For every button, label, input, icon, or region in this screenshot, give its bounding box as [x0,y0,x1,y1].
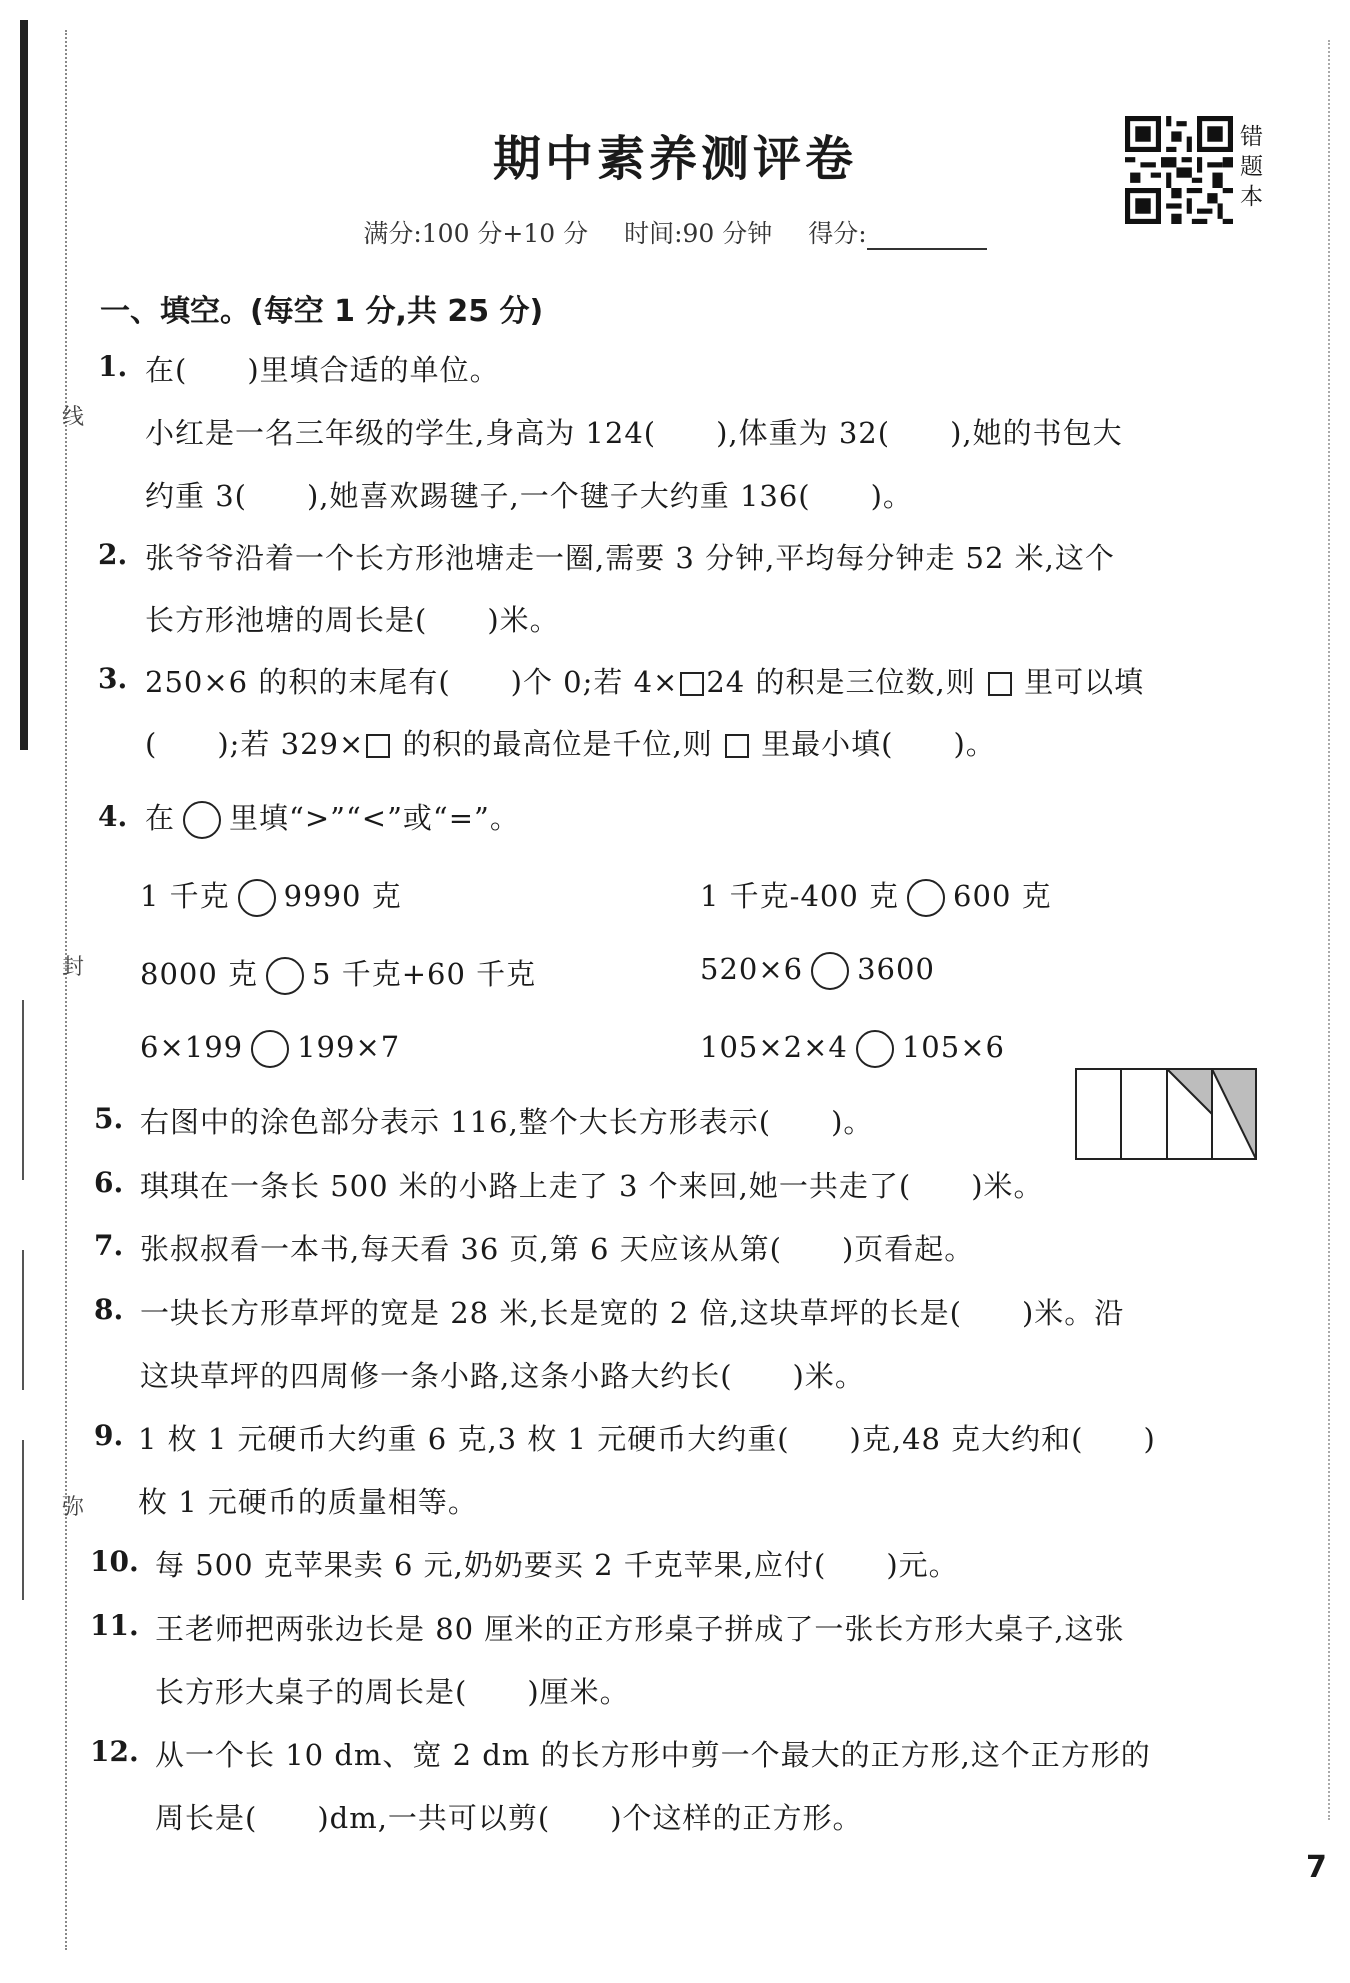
compare-circle[interactable] [907,879,945,917]
q11-line1: 王老师把两张边长是 80 厘米的正方形桌子拼成了一张长方形大桌子,这张 [155,1612,1125,1646]
margin-char-line: 线 [62,405,85,430]
compare-circle[interactable] [238,879,276,917]
q4-compare-4 [700,952,935,990]
square-blank [366,734,390,758]
score-field [808,219,986,248]
right-dotted-line [1328,40,1330,1820]
q2-line2: 长方形池塘的周长是( )米。 [145,603,560,637]
q4-c5-right: 199×7 [297,1030,401,1064]
q1-line3: 约重 3( ),她喜欢踢毽子,一个毽子大约重 136( )。 [145,479,913,513]
q9-line1: 1 枚 1 元硬币大约重 6 克,3 枚 1 元硬币大约重( )克,48 克大约和( ) [138,1422,1156,1456]
q6-line1: 琪琪在一条长 500 米的小路上走了 3 个来回,她一共走了( )米。 [140,1169,1044,1203]
q4-compare-2 [700,874,1052,917]
q4-compare-1 [140,874,402,917]
q8-line1: 一块长方形草坪的宽是 28 米,长是宽的 2 倍,这块草坪的长是( )米。沿 [140,1296,1125,1330]
q4-compare-6 [700,1030,1005,1068]
square-blank [680,672,704,696]
question-number: 4. [98,800,128,833]
question-number: 7. [94,1229,124,1262]
q4-l1-part1: 在 [145,801,176,835]
question-number: 2. [98,538,128,571]
binding-segment [22,1000,24,1180]
binding-dotted-line [65,30,67,1950]
q4-l1-part2: 里填“>”“<”或“=”。 [229,801,520,835]
q2-line1: 张爷爷沿着一个长方形池塘走一圈,需要 3 分钟,平均每分钟走 52 米,这个 [145,541,1115,575]
q9-line2: 枚 1 元硬币的质量相等。 [138,1485,478,1519]
square-blank [725,734,749,758]
q5-line1: 右图中的涂色部分表示 116,整个大长方形表示( )。 [140,1105,874,1139]
shaded-rectangle-figure [1075,1068,1257,1160]
question-number: 8. [94,1293,124,1326]
square-blank [988,672,1012,696]
q4-c5-left: 6×199 [140,1030,244,1064]
q4-compare-3 [140,952,536,995]
q12-line2: 周长是( )dm,一共可以剪( )个这样的正方形。 [155,1801,863,1835]
q11-line2: 长方形大桌子的周长是( )厘米。 [155,1675,630,1709]
margin-char-seal: 封 [62,955,85,980]
q3-l2-part1: ( );若 329× [145,727,365,761]
q8-line2: 这块草坪的四周修一条小路,这条小路大约长( )米。 [140,1359,865,1393]
question-number: 1. [98,350,128,383]
section-heading: 一、填空。(每空 1 分,共 25 分) [100,294,544,329]
qr-code-icon[interactable] [1125,116,1233,224]
q4-c2-left: 1 千克-400 克 [700,879,900,913]
question-number: 5. [94,1102,124,1135]
q4-c6-right: 105×6 [901,1030,1005,1064]
q3-l2-part2: 的积的最高位是千位,则 [402,727,713,761]
q12-line1: 从一个长 10 dm、宽 2 dm 的长方形中剪一个最大的正方形,这个正方形的 [155,1738,1151,1772]
question-number: 12. [90,1735,139,1768]
q4-c3-right: 5 千克+60 千克 [312,957,537,991]
full-score: 满分:100 分+10 分 [363,219,589,248]
q4-c1-left: 1 千克 [140,879,230,913]
q4-c1-right: 9990 克 [283,879,402,913]
qr-label: 错题本 [1240,124,1263,210]
question-number: 3. [98,662,128,695]
question-number: 6. [94,1166,124,1199]
q1-line1: 在( )里填合适的单位。 [145,353,500,387]
q3-line2 [145,722,996,763]
q3-l1-part3: 里可以填 [1024,665,1145,699]
q4-c2-right: 600 克 [953,879,1052,913]
q3-line1 [145,660,1144,701]
binding-segment [22,1250,24,1390]
q3-l1-part1: 250×6 的积的末尾有( )个 0;若 4× [145,665,679,699]
compare-circle[interactable] [811,952,849,990]
compare-circle[interactable] [856,1030,894,1068]
q4-compare-5 [140,1030,400,1068]
q4-c4-left: 520×6 [700,952,804,986]
binding-segment [22,1440,24,1600]
compare-circle[interactable] [266,957,304,995]
question-number: 9. [94,1419,124,1452]
q7-line1: 张叔叔看一本书,每天看 36 页,第 6 天应该从第( )页看起。 [140,1232,975,1266]
score-blank[interactable] [867,222,987,250]
compare-circle [183,801,221,839]
q4-line1 [145,796,520,839]
q4-c3-left: 8000 克 [140,957,259,991]
question-number: 11. [90,1609,139,1642]
page-number: 7 [1306,1850,1327,1885]
q4-c6-left: 105×2×4 [700,1030,848,1064]
q1-line2: 小红是一名三年级的学生,身高为 124( ),体重为 32( ),她的书包大 [145,416,1123,450]
margin-char-mi: 弥 [62,1495,85,1520]
time-limit: 时间:90 分钟 [624,219,773,248]
q4-c4-right: 3600 [857,952,935,986]
q3-l2-part3: 里最小填( )。 [761,727,996,761]
score-label: 得分: [808,219,867,248]
page-title: 期中素养测评卷 [492,131,857,187]
question-number: 10. [90,1545,139,1578]
compare-circle[interactable] [251,1030,289,1068]
q10-line1: 每 500 克苹果卖 6 元,奶奶要买 2 千克苹果,应付( )元。 [155,1548,959,1582]
q3-l1-part2: 24 的积是三位数,则 [706,665,976,699]
